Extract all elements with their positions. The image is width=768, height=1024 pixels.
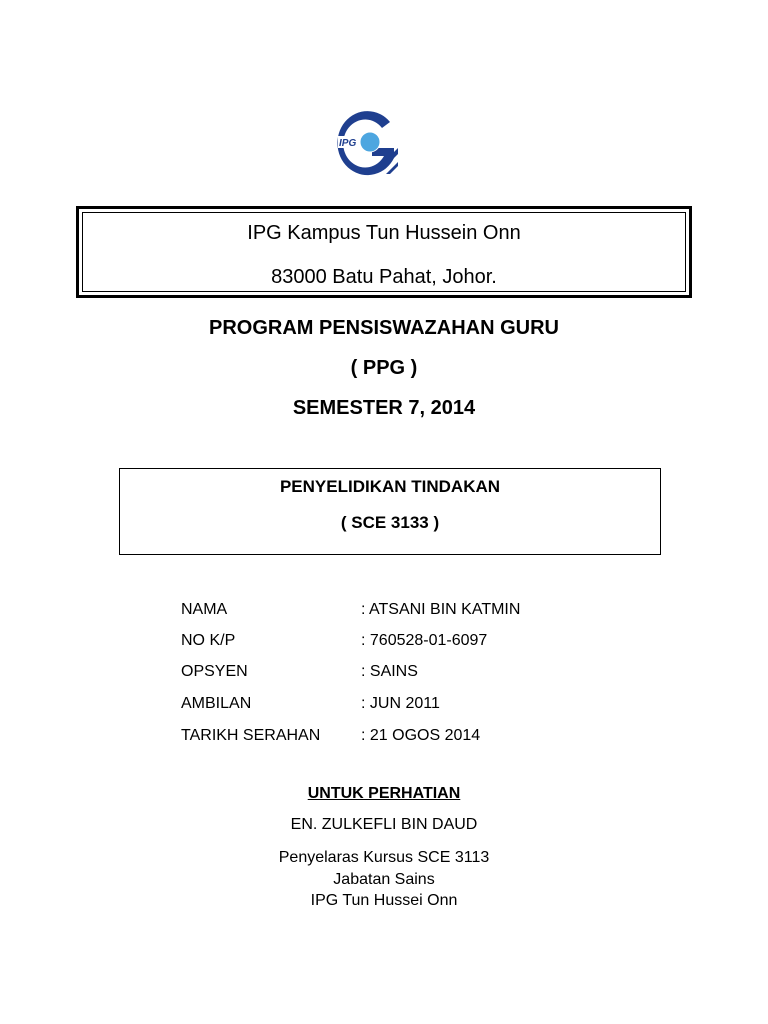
institution-name: IPG Kampus Tun Hussein Onn — [247, 222, 521, 244]
course-box — [119, 468, 661, 555]
attention-role: Penyelaras Kursus SCE 3113 — [278, 849, 490, 866]
field-row-no-kp — [181, 631, 601, 653]
field-label: NAMA — [181, 601, 228, 618]
institution-box — [76, 206, 692, 298]
logo-text: IPG — [339, 138, 357, 149]
attention-department: Jabatan Sains — [333, 871, 435, 888]
field-label: TARIKH SERAHAN — [181, 727, 321, 744]
attention-heading: UNTUK PERHATIAN — [307, 785, 461, 802]
attention-institution: IPG Tun Hussei Onn — [310, 892, 458, 909]
program-abbr: ( PPG ) — [350, 357, 418, 379]
field-label: OPSYEN — [181, 663, 248, 680]
institution-address: 83000 Batu Pahat, Johor. — [271, 266, 497, 288]
field-row-opsyen — [181, 662, 601, 684]
course-code: ( SCE 3133 ) — [340, 513, 440, 532]
program-semester: SEMESTER 7, 2014 — [292, 397, 476, 419]
field-row-ambilan — [181, 694, 601, 716]
field-value: : JUN 2011 — [361, 695, 440, 712]
course-title: PENYELIDIKAN TINDAKAN — [279, 477, 501, 496]
field-row-tarikh-serahan — [181, 726, 601, 748]
attention-heading-row — [0, 784, 768, 804]
field-label: NO K/P — [181, 632, 236, 649]
field-value: : 760528-01-6097 — [361, 632, 488, 649]
field-value: : 21 OGOS 2014 — [361, 727, 481, 744]
program-title: PROGRAM PENSISWAZAHAN GURU — [208, 317, 559, 339]
field-value: : ATSANI BIN KATMIN — [361, 601, 521, 618]
field-value: : SAINS — [361, 663, 418, 680]
field-row-nama — [181, 600, 601, 622]
ipg-logo — [334, 108, 398, 182]
attention-name: EN. ZULKEFLI BIN DAUD — [290, 816, 478, 833]
field-label: AMBILAN — [181, 695, 252, 712]
ipg-logo-icon — [334, 108, 398, 182]
